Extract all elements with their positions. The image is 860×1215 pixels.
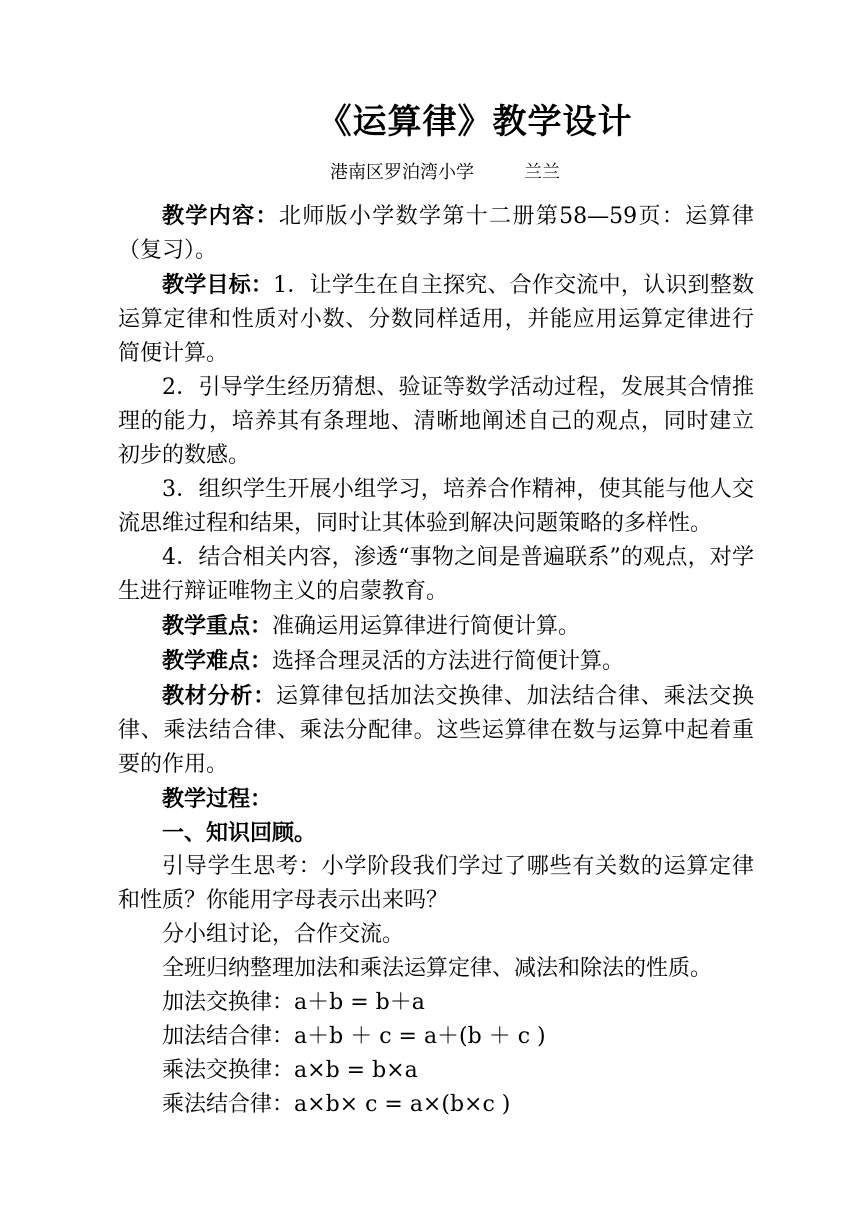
process-paragraph-1: 引导学生思考：小学阶段我们学过了哪些有关数的运算定律和性质？你能用字母表示出来吗？ xyxy=(118,854,754,913)
formula-line xyxy=(118,1054,754,1088)
key-point-text: 准确运用运算律进行简便计算。 xyxy=(272,614,581,639)
author-school: 港南区罗泊湾小学 xyxy=(330,162,474,183)
formula-label: 乘法结合律： xyxy=(162,1092,295,1117)
teaching-content-paragraph xyxy=(118,199,754,268)
difficulty-text: 选择合理灵活的方法进行简便计算。 xyxy=(272,649,625,674)
author-name: 兰兰 xyxy=(524,162,560,183)
formula-line xyxy=(118,1020,754,1054)
teaching-content-label: 教学内容： xyxy=(162,203,279,229)
objective-paragraph-2: 2．引导学生经历猜想、验证等数学活动过程，发展其合情推理的能力，培养其有条理地、清晰地阐述自己的观点，同时建立初步的数感。 xyxy=(118,375,754,468)
formula-line xyxy=(118,1088,754,1122)
formula-label: 加法交换律： xyxy=(162,990,295,1015)
objectives-label: 教学目标： xyxy=(162,272,274,298)
formula-expression: a＋b ＋ c = a＋(b ＋ c ) xyxy=(294,1024,546,1049)
section-heading-1: 一、知识回顾。 xyxy=(162,820,317,846)
process-paragraph-2: 分小组讨论，合作交流。 xyxy=(162,922,405,947)
document-body xyxy=(118,199,754,1122)
difficulty-paragraph xyxy=(118,644,754,679)
objective-paragraph-3: 3．组织学生开展小组学习，培养合作精神，使其能与他人交流思维过程和结果，同时让其体验到解决问题策略的多样性。 xyxy=(118,477,754,536)
key-point-paragraph xyxy=(118,609,754,644)
formula-expression: a×b = b×a xyxy=(294,1058,418,1083)
teaching-content-text: 北师版小学数学第十二册第58—59页：运算律（复习）。 xyxy=(118,204,754,263)
author-line xyxy=(330,160,560,186)
document-title: 《运算律》教学设计 xyxy=(317,102,633,142)
objective-text-1: 1．让学生在自主探究、合作交流中，认识到整数运算定律和性质对小数、分数同样适用，并能应用运算定律进行简便计算。 xyxy=(118,273,754,366)
formula-expression: a＋b = b＋a xyxy=(294,990,425,1015)
formula-label: 乘法交换律： xyxy=(162,1058,295,1083)
analysis-paragraph xyxy=(118,679,754,782)
difficulty-label: 教学难点： xyxy=(162,648,273,674)
objective-paragraph-1 xyxy=(118,268,754,371)
formula-line xyxy=(118,986,754,1020)
objective-paragraph-4: 4．结合相关内容，渗透“事物之间是普遍联系”的观点，对学生进行辩证唯物主义的启蒙教育。 xyxy=(118,545,754,604)
process-paragraph-3: 全班归纳整理加法和乘法运算定律、减法和除法的性质。 xyxy=(162,956,713,981)
formula-expression: a×b× c = a×(b×c ) xyxy=(294,1092,511,1117)
formula-label: 加法结合律： xyxy=(162,1024,295,1049)
key-point-label: 教学重点： xyxy=(162,613,273,639)
analysis-label: 教材分析： xyxy=(162,683,276,709)
process-heading: 教学过程： xyxy=(162,786,273,812)
analysis-text: 运算律包括加法交换律、加法结合律、乘法交换律、乘法结合律、乘法分配律。这些运算律在数与运算中起着重要的作用。 xyxy=(118,684,754,777)
